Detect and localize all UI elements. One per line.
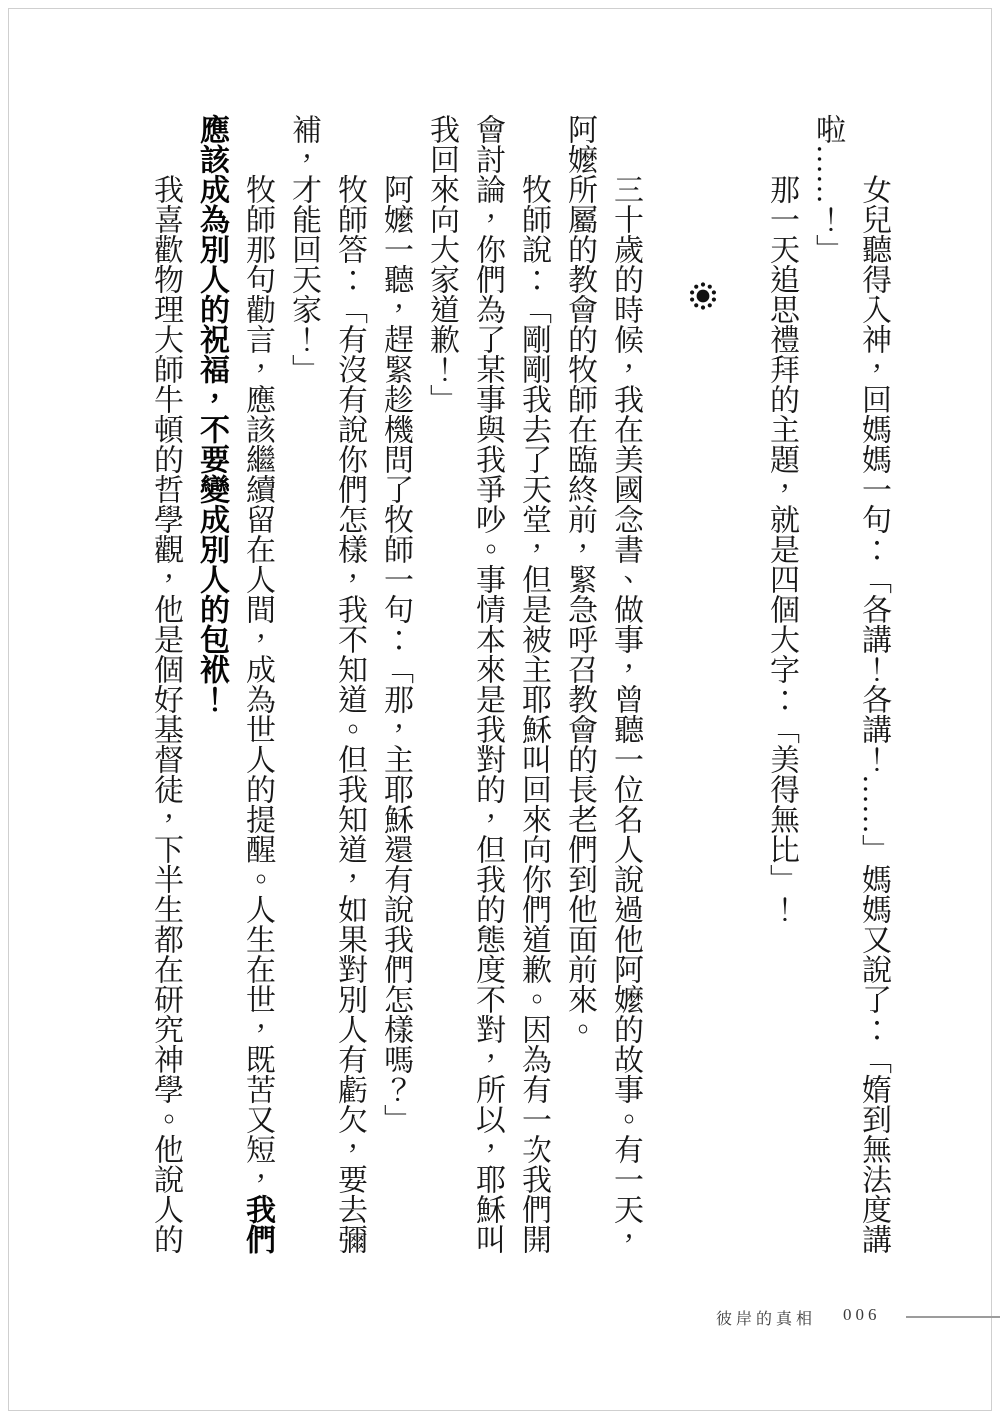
book-title-label: 彼岸的真相 bbox=[716, 1311, 817, 1328]
paragraph: 三十歲的時候，我在美國念書、做事，曾聽一位名人說過他阿嬤的故事。有一天，阿嬤所屬的教會的牧師在臨終前，緊急呼召教會的長老們到他面前來。 bbox=[563, 114, 642, 1254]
paragraph: 牧師說：「剛剛我去了天堂，但是被主耶穌叫回來向你們道歉。因為有一次我們開會討論，你們為了某事與我爭吵。事情本來是我對的，但我的態度不對，所以，耶穌叫我回來向大家道歉！」 bbox=[425, 114, 550, 1254]
paragraph bbox=[188, 114, 280, 1254]
paragraph-text: 牧師那句勸言，應該繼續留在人間，成為世人的提醒。人生在世，既苦又短， bbox=[241, 174, 274, 1194]
paragraph: 女兒聽得入神，回媽媽一句：「各講！各講！……」媽媽又說了：「媠到無法度講啦……！」 bbox=[811, 114, 890, 1254]
dotted-sun-ornament-icon bbox=[687, 280, 719, 312]
emphasis-text: 我們應該成為別人的祝福，不要變成別人的包袱！ bbox=[195, 114, 274, 1254]
paragraph: 那一天追思禮拜的主題，就是四個大字：「美得無比」！ bbox=[765, 174, 798, 924]
paragraph: 牧師答：「有沒有說你們怎樣，我不知道。但我知道，如果對別人有虧欠，要去彌補，才能回天家！」 bbox=[287, 114, 366, 1254]
paragraph: 阿嬤一聽，趕緊趁機問了牧師一句：「那，主耶穌還有說我們怎樣嗎？」 bbox=[379, 174, 412, 1134]
footer-rule-line bbox=[906, 1316, 1000, 1318]
page-number: 006 bbox=[843, 1305, 881, 1324]
section-divider bbox=[648, 114, 758, 1254]
paragraph: 我喜歡物理大師牛頓的哲學觀，他是個好基督徒，下半生都在研究神學。他說人的 bbox=[149, 174, 182, 1254]
vertical-text-block bbox=[142, 114, 896, 1254]
